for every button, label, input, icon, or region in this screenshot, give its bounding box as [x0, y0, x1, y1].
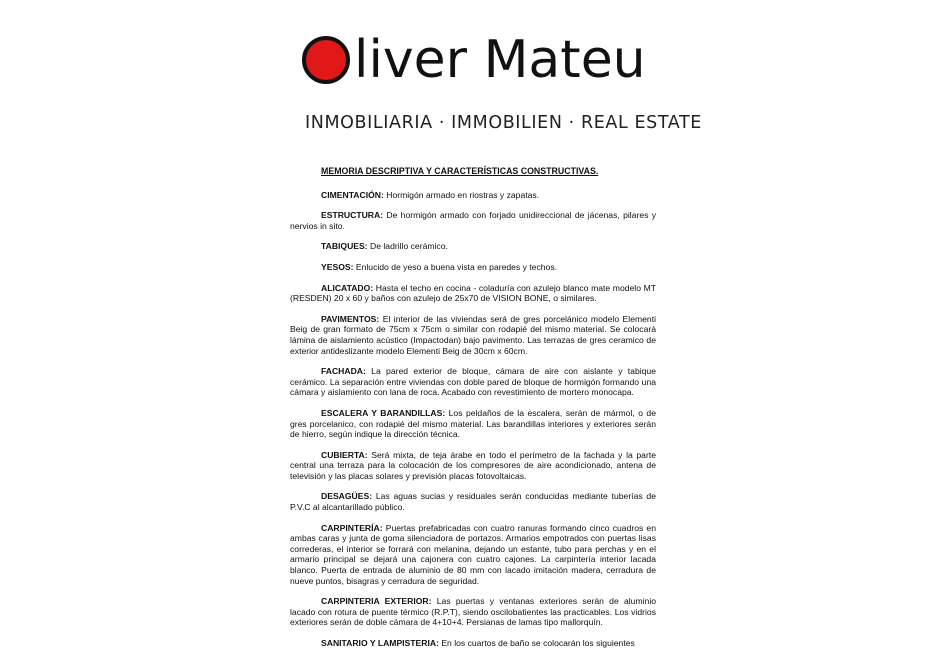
- section-text: De ladrillo cerámico.: [367, 241, 448, 252]
- section-text: Los peldaños de la escalera, serán de mármol, o de gres porcelanico, con rodapié del mismo material. Las barandillas interiores y exteriores serán de hierro, según indique la dirección técnica.: [290, 407, 656, 440]
- section-label: ALICATADO:: [321, 282, 374, 293]
- section-label: ESTRUCTURA:: [321, 210, 384, 221]
- brand-logo: [300, 30, 660, 94]
- section-paragraph: [290, 638, 656, 649]
- section-paragraph: [290, 262, 656, 273]
- section-paragraph: [290, 491, 656, 512]
- section-label: TABIQUES:: [321, 241, 368, 252]
- section-text: En los cuartos de baño se colocarán los siguientes: [438, 638, 635, 648]
- section-text: Hormigón armado en riostras y zapatas.: [383, 189, 540, 200]
- section-text: Será mixta, de teja árabe en todo el perímetro de la fachada y la parte central una terraza para la colocación de los compresores de aire acondicionado, antena de televisión y las placas solares y previsión placas fotovoltaicas.: [290, 449, 656, 481]
- section-label: ESCALERA Y BARANDILLAS:: [321, 407, 446, 418]
- section-label: CARPINTERÍA:: [321, 522, 383, 533]
- logo-red-circle-icon: [302, 36, 350, 84]
- section-text: La pared exterior de bloque, cámara de aire con aislante y tabique cerámico. La separación entre viviendas con doble pared de bloque de hormigón formando una cámara y aislamiento con lana de roca. Acabado con revestimiento de mortero monocapa.: [290, 366, 656, 398]
- section-label: CIMENTACIÓN:: [321, 189, 384, 200]
- document-title: MEMORIA DESCRIPTIVA Y CARACTERÍSTICAS CONSTRUCTIVAS.: [321, 166, 599, 176]
- brand-name: liver Mateu: [354, 30, 646, 90]
- section-paragraph: [290, 408, 656, 440]
- section-label: PAVIMENTOS:: [321, 313, 380, 324]
- section-text: El interior de las viviendas será de gres porcelánico modelo Elementi Beig de gran formato de 75cm x 75cm o similar con rodapié del mismo material. Se colocará lámina de aislamiento acústico (Impactodan) bajo pavimento. Las terrazas de gres ceramico de exterior antideslizante modelo Elementi Beig de 30cm x 60cm.: [290, 313, 656, 356]
- section-text: Las aguas sucias y residuales serán conducidas mediante tuberías de P.V.C al alcantarillado público.: [290, 491, 656, 513]
- section-label: YESOS:: [321, 261, 354, 272]
- section-text: Puertas prefabricadas con cuatro ranuras formando cinco cuadros en ambas caras y junta de goma silenciadora de portazos. Armarios empotrados con puertas lisas correderas, el interior se forrará con melanina, dejando un estante, tubo para perchas y en el armario principal se dejará una cajonera con cuatro cajones. La carpintería interior lacada blanco. Puerta de entrada de aluminio de 80 mm con lacado imitación madera, cerradura de nueve puntos, bisagras y cerradura de seguridad.: [290, 522, 656, 586]
- section-paragraph: [290, 283, 656, 304]
- section-paragraph: [290, 366, 656, 398]
- document-body: [290, 166, 656, 649]
- section-text: Las puertas y ventanas exteriores serán de aluminio lacado con rotura de puente térmico (R.P.T), siendo oscilobatientes las practicables. Los vidrios exteriores serán de doble cámara de 4+10+4. Persianas de lamas tipo mallorquín.: [290, 596, 657, 628]
- section-paragraph: [290, 314, 656, 356]
- section-paragraph: [290, 210, 656, 231]
- section-paragraph: [290, 596, 656, 628]
- brand-tagline: INMOBILIARIA · IMMOBILIEN · REAL ESTATE: [305, 113, 702, 133]
- section-label: FACHADA:: [321, 366, 366, 377]
- section-label: CUBIERTA:: [321, 449, 368, 460]
- section-label: SANITARIO Y LAMPISTERIA:: [321, 638, 439, 648]
- document-sections: [290, 190, 656, 649]
- section-text: De hormigón armado con forjado unidireccional de jácenas, pilares y nervios in sito.: [290, 210, 656, 231]
- section-paragraph: [290, 241, 656, 252]
- section-text: Enlucido de yeso a buena vista en paredes y techos.: [353, 261, 558, 272]
- section-label: DESAGÜES:: [321, 491, 373, 502]
- section-text: Hasta el techo en cocina - coladuría con azulejo blanco mate modelo MT (RESDEN) 20 x 60 y baños con azulejo de 25x70 de VISION BONE, o similares.: [290, 282, 656, 304]
- section-paragraph: [290, 190, 656, 201]
- section-label: CARPINTERIA EXTERIOR:: [321, 596, 432, 607]
- section-paragraph: [290, 523, 656, 587]
- section-paragraph: [290, 450, 656, 482]
